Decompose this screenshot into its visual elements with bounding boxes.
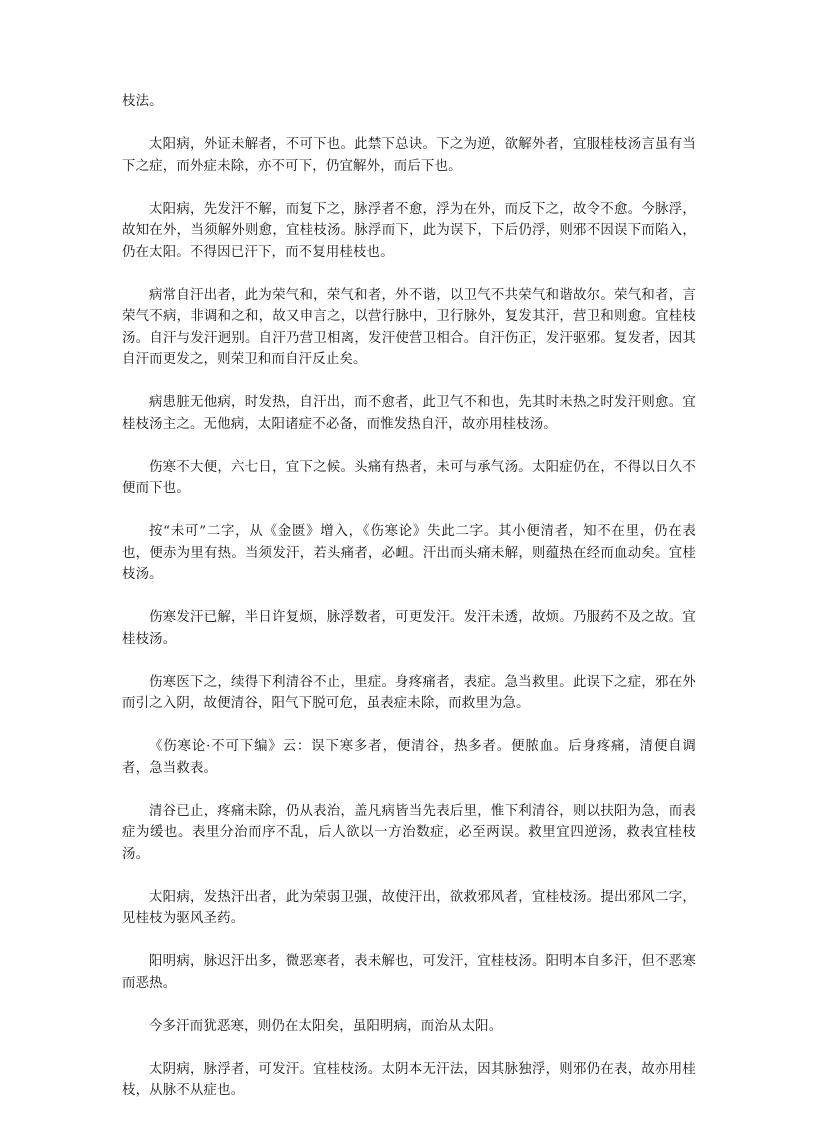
paragraph: 太阳病，外证未解者，不可下也。此禁下总诀。下之为逆，欲解外者，宜服桂枝汤言虽有当下之症，而外症未除，亦不可下，仍宜解外，而后下也。: [122, 137, 696, 174]
paragraph: 太阳病，先发汗不解，而复下之，脉浮者不愈，浮为在外，而反下之，故令不愈。今脉浮，故知在外，当须解外则愈，宜桂枝汤。脉浮而下，此为误下，下后仍浮，则邪不因误下而陷入，仍在太阳。不得因已汗下，而不复用桂枝也。: [122, 201, 696, 260]
paragraph: 按“未可”二字，从《金匮》增入，《伤寒论》失此二字。其小便清者，知不在里，仍在表也，便赤为里有热。当须发汗，若头痛者，必衄。汗出而头痛未解，则蕴热在经而血动矣。宜桂枝汤。: [122, 524, 696, 582]
paragraph: 太阳病，发热汗出者，此为荣弱卫强，故使汗出，欲救邪风者，宜桂枝汤。提出邪风二字，见桂枝为驱风圣药。: [122, 889, 696, 926]
paragraph: 《伤寒论·不可下编》云：误下寒多者，便清谷，热多者。便脓血。后身疼痛，清便自调者，急当救表。: [122, 739, 696, 776]
paragraph: 枝法。: [122, 94, 163, 109]
paragraph: 伤寒发汗已解，半日许复烦，脉浮数者，可更发汗。发汗未透，故烦。乃服药不及之故。宜桂枝汤。: [122, 610, 696, 647]
paragraph: 太阴病，脉浮者，可发汗。宜桂枝汤。太阴本无汗法，因其脉独浮，则邪仍在表，故亦用桂枝，从脉不从症也。: [122, 1061, 696, 1098]
paragraph: 阳明病，脉迟汗出多，微恶寒者，表未解也，可发汗，宜桂枝汤。阳明本自多汗，但不恶寒而恶热。: [122, 954, 696, 991]
paragraph: 病常自汗出者，此为荣气和，荣气和者，外不谐，以卫气不共荣气和谐故尔。荣气和者，言荣气不病，非调和之和，故又申言之，以营行脉中，卫行脉外，复发其汗，营卫和则愈。宜桂枝汤。自汗与发汗迥别。自汗乃营卫相离，发汗使营卫相合。自汗伤正，发汗驱邪。复发者，因其自汗而更发之，则荣卫和而自汗反止矣。: [122, 287, 696, 367]
paragraph: 今多汗而犹恶寒，则仍在太阳矣，虽阳明病，而治从太阳。: [149, 1018, 503, 1034]
paragraph: 伤寒医下之，续得下利清谷不止，里症。身疼痛者，表症。急当救里。此误下之症，邪在外而引之入阴，故便清谷，阳气下脱可危，虽表症未除，而救里为急。: [122, 674, 696, 711]
paragraph: 清谷已止，疼痛未除，仍从表治，盖凡病皆当先表后里，惟下利清谷，则以扶阳为急，而表症为缓也。表里分治而序不乱，后人欲以一方治数症，必至两误。救里宜四逆汤，救表宜桂枝汤。: [122, 803, 696, 862]
paragraph: 伤寒不大便，六七日，宜下之候。头痛有热者，未可与承气汤。太阳症仍在，不得以日久不便而下也。: [122, 459, 696, 496]
paragraph: 病患脏无他病，时发热，自汗出，而不愈者，此卫气不和也，先其时未热之时发汗则愈。宜桂枝汤主之。无他病，太阳诸症不必备，而惟发热自汗，故亦用桂枝汤。: [122, 395, 696, 432]
document-body: [122, 91, 696, 1123]
